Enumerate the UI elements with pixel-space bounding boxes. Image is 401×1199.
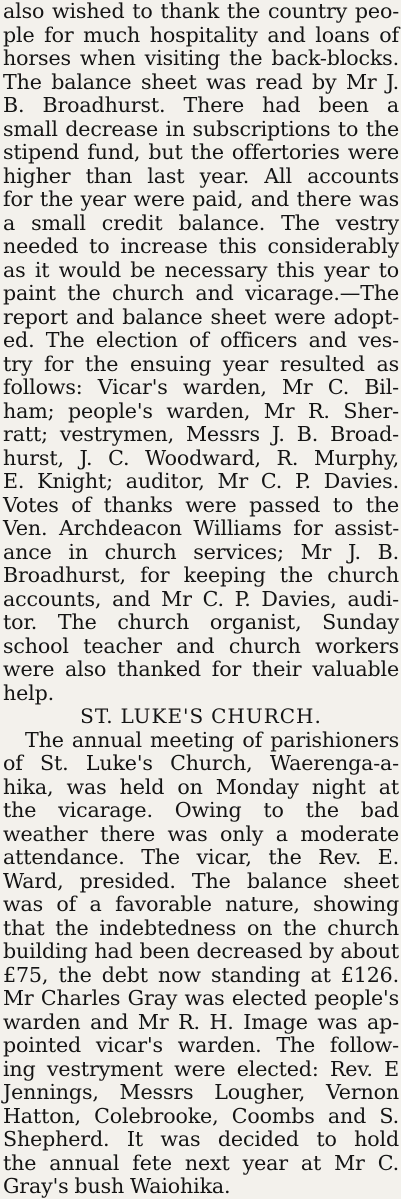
text-line: that the indebtedness on the church — [3, 915, 399, 940]
text-line: Ven. Archdeacon Williams for assist- — [3, 516, 399, 540]
text-line: follows: Vicar's warden, Mr C. Bil- — [3, 375, 399, 399]
text-line: needed to increase this considerably — [3, 234, 399, 258]
text-line: Jennings, Messrs Lougher, Vernon — [3, 1080, 399, 1104]
section-heading: ST. LUKE'S CHURCH. — [80, 704, 322, 728]
text-line: school teacher and church workers — [3, 633, 399, 658]
text-line: were also thanked for their valuable — [3, 657, 399, 681]
text-line: ance in church services; Mr J. B. — [3, 539, 399, 564]
text-line: higher than last year. All accounts — [3, 163, 399, 188]
text-line: help. — [3, 680, 55, 705]
text-line: Ward, presided. The balance sheet — [3, 868, 399, 893]
text-line: Shepherd. It was decided to hold — [3, 1127, 399, 1151]
text-line: building had been decreased by about — [3, 939, 399, 963]
text-line: B. Broadhurst. There had been a — [3, 93, 399, 117]
text-line: small decrease in subscriptions to the — [3, 116, 399, 141]
text-line: for the year were paid, and there was — [3, 187, 399, 211]
text-line: Gray's bush Waiohika. — [3, 1174, 231, 1198]
text-line: also wished to thank the country peo- — [3, 0, 399, 23]
text-line: was of a favorable nature, showing — [3, 892, 399, 916]
text-line: tor. The church organist, Sunday — [3, 610, 399, 634]
text-line: try for the ensuing year resulted as — [3, 351, 399, 376]
text-line: ple for much hospitality and loans of — [3, 22, 399, 47]
text-line: hika, was held on Monday night at — [3, 774, 399, 799]
text-line: the vicarage. Owing to the bad — [3, 798, 399, 822]
text-line: ham; people's warden, Mr R. Sher- — [3, 398, 399, 423]
text-line: ed. The election of officers and ves- — [3, 328, 399, 352]
text-line: Votes of thanks were passed to the — [3, 492, 399, 517]
text-line: horses when visiting the back-blocks. — [3, 46, 399, 70]
text-line: Mr Charles Gray was elected people's — [3, 986, 399, 1010]
text-line: ratt; vestrymen, Messrs J. B. Broad- — [3, 422, 399, 446]
text-line: Broadhurst, for keeping the church — [3, 563, 399, 587]
text-line: Hatton, Colebrooke, Coombs and S. — [3, 1103, 399, 1128]
text-line: pointed vicar's warden. The follow- — [3, 1033, 399, 1057]
text-line: warden and Mr R. H. Image was ap- — [3, 1009, 399, 1034]
text-line: The balance sheet was read by Mr J. — [3, 69, 399, 94]
text-line: £75, the debt now standing at £126. — [3, 962, 399, 987]
text-line: the annual fete next year at Mr C. — [3, 1150, 399, 1175]
text-line: attendance. The vicar, the Rev. E. — [3, 845, 399, 869]
text-line: E. Knight; auditor, Mr C. P. Davies. — [3, 469, 399, 493]
article-first-part — [3, 0, 399, 705]
article-second-part — [3, 729, 399, 1199]
text-line: of St. Luke's Church, Waerenga-a- — [3, 751, 399, 775]
text-line: report and balance sheet were adopt- — [3, 304, 399, 329]
text-line: weather there was only a moderate — [3, 821, 399, 846]
text-line: a small credit balance. The vestry — [3, 210, 399, 235]
text-line: The annual meeting of parishioners — [25, 727, 399, 752]
text-line: accounts, and Mr C. P. Davies, audi- — [3, 586, 399, 611]
text-line: as it would be necessary this year to — [3, 257, 399, 282]
text-line: hurst, J. C. Woodward, R. Murphy, — [3, 445, 399, 470]
text-line: ing vestryment were elected: Rev. E — [3, 1056, 399, 1081]
text-line: stipend fund, but the offertories were — [3, 140, 399, 164]
text-line: paint the church and vicarage.—The — [3, 281, 399, 305]
